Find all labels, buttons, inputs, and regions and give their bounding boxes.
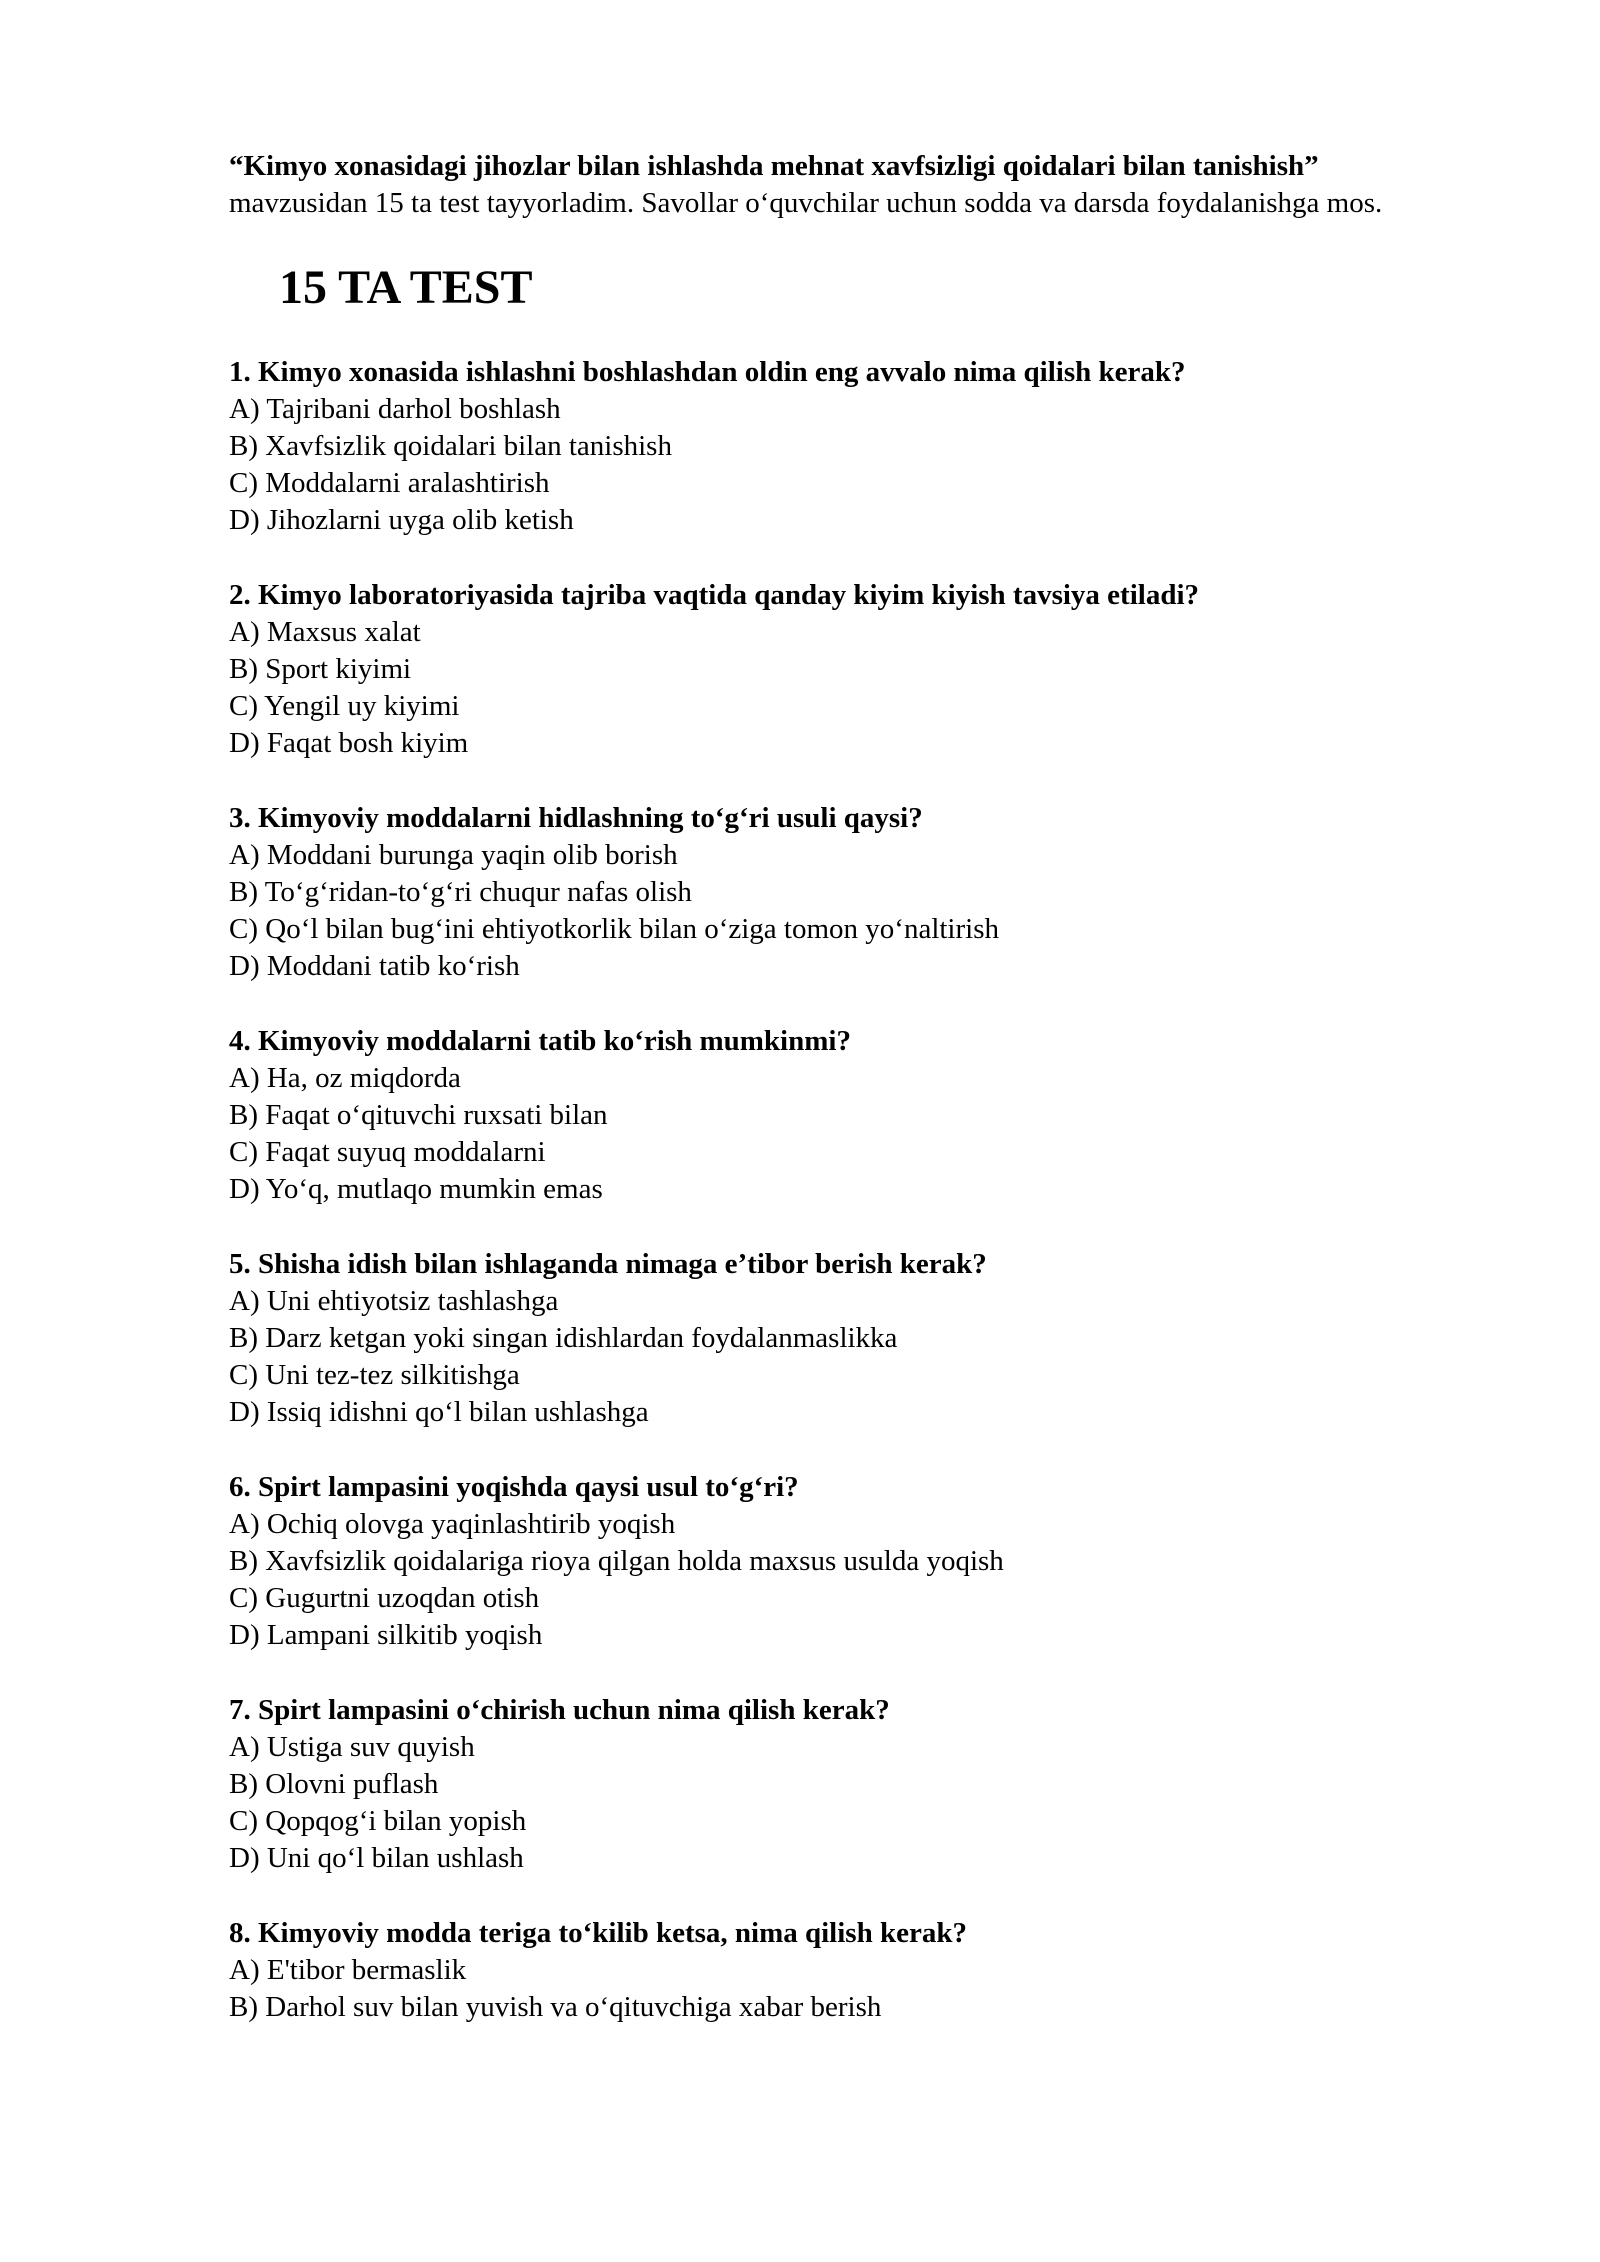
- question-text: 6. Spirt lampasini yoqishda qaysi usul toʻgʻri?: [229, 1471, 799, 1503]
- question-7: [229, 1692, 1459, 1877]
- question-text: 3. Kimyoviy moddalarni hidlashning toʻgʻri usuli qaysi?: [229, 802, 923, 834]
- option-d: D) Moddani tatib koʻrish: [229, 950, 520, 982]
- question-4: [229, 1023, 1459, 1208]
- intro-title: “Kimyo xonasidagi jihozlar bilan ishlashda mehnat xavfsizligi qoidalari bilan tanishish”: [229, 150, 1319, 182]
- intro-text: mavzusidan 15 ta test tayyorladim. Savollar oʻquvchilar uchun sodda va darsda foydalanishga mos.: [229, 187, 1383, 219]
- option-b: B) Faqat oʻqituvchi ruxsati bilan: [229, 1099, 608, 1131]
- option-d: D) Uni qoʻl bilan ushlash: [229, 1842, 524, 1874]
- option-c: C) Qopqogʻi bilan yopish: [229, 1805, 527, 1837]
- option-a: A) Uni ehtiyotsiz tashlashga: [229, 1285, 559, 1317]
- option-c: C) Faqat suyuq moddalarni: [229, 1136, 546, 1168]
- option-d: D) Issiq idishni qoʻl bilan ushlashga: [229, 1396, 649, 1428]
- option-c: C) Uni tez-tez silkitishga: [229, 1359, 520, 1391]
- document-page: [229, 148, 1459, 2026]
- option-a: A) Tajribani darhol boshlash: [229, 393, 561, 425]
- question-text: 1. Kimyo xonasida ishlashni boshlashdan oldin eng avvalo nima qilish kerak?: [229, 356, 1186, 388]
- page-title: 15 TA TEST: [279, 261, 533, 314]
- question-2: [229, 577, 1459, 762]
- question-1: [229, 354, 1459, 539]
- option-b: B) Darz ketgan yoki singan idishlardan foydalanmaslikka: [229, 1322, 898, 1354]
- question-text: 2. Kimyo laboratoriyasida tajriba vaqtida qanday kiyim kiyish tavsiya etiladi?: [229, 579, 1199, 611]
- option-b: B) Darhol suv bilan yuvish va oʻqituvchiga xabar berish: [229, 1991, 882, 2023]
- option-a: A) E'tibor bermaslik: [229, 1954, 467, 1986]
- option-d: D) Faqat bosh kiyim: [229, 727, 469, 759]
- question-text: 5. Shisha idish bilan ishlaganda nimaga e’tibor berish kerak?: [229, 1248, 987, 1280]
- question-text: 4. Kimyoviy moddalarni tatib koʻrish mumkinmi?: [229, 1025, 851, 1057]
- option-a: A) Moddani burunga yaqin olib borish: [229, 839, 678, 871]
- question-text: 8. Kimyoviy modda teriga toʻkilib ketsa, nima qilish kerak?: [229, 1917, 967, 1949]
- option-a: A) Ha, oz miqdorda: [229, 1062, 461, 1094]
- option-d: D) Lampani silkitib yoqish: [229, 1619, 543, 1651]
- question-8: [229, 1915, 1459, 2026]
- option-c: C) Yengil uy kiyimi: [229, 690, 460, 722]
- intro-paragraph: [229, 148, 1459, 222]
- option-c: C) Moddalarni aralashtirish: [229, 467, 550, 499]
- question-3: [229, 800, 1459, 985]
- question-list: [229, 354, 1459, 2026]
- option-b: B) Xavfsizlik qoidalariga rioya qilgan holda maxsus usulda yoqish: [229, 1545, 1004, 1577]
- option-b: B) Toʻgʻridan-toʻgʻri chuqur nafas olish: [229, 876, 692, 908]
- option-a: A) Maxsus xalat: [229, 616, 421, 648]
- option-d: D) Jihozlarni uyga olib ketish: [229, 504, 574, 536]
- option-d: D) Yoʻq, mutlaqo mumkin emas: [229, 1173, 603, 1205]
- option-b: B) Olovni puflash: [229, 1768, 439, 1800]
- option-b: B) Xavfsizlik qoidalari bilan tanishish: [229, 430, 672, 462]
- question-6: [229, 1469, 1459, 1654]
- question-text: 7. Spirt lampasini oʻchirish uchun nima qilish kerak?: [229, 1694, 890, 1726]
- question-5: [229, 1246, 1459, 1431]
- option-a: A) Ustiga suv quyish: [229, 1731, 475, 1763]
- option-b: B) Sport kiyimi: [229, 653, 412, 685]
- option-a: A) Ochiq olovga yaqinlashtirib yoqish: [229, 1508, 676, 1540]
- option-c: C) Qoʻl bilan bugʻini ehtiyotkorlik bilan oʻziga tomon yoʻnaltirish: [229, 913, 999, 945]
- option-c: C) Gugurtni uzoqdan otish: [229, 1582, 540, 1614]
